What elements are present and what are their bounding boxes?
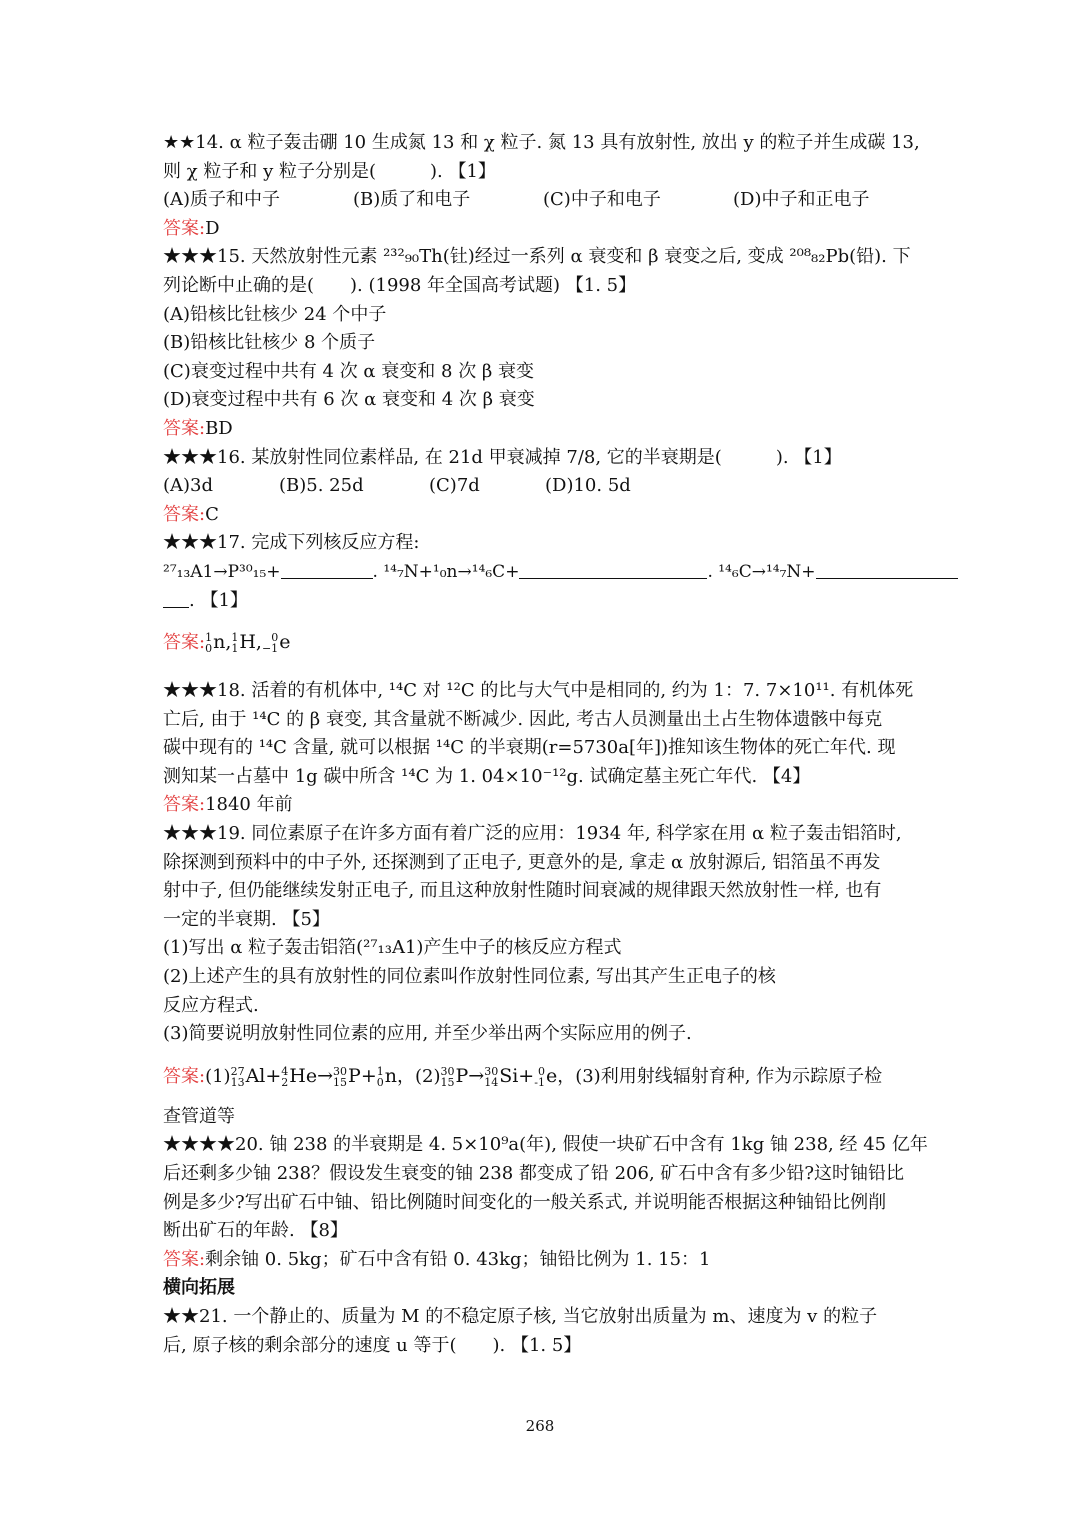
q19-line-3: 射中子, 但仍能继续发射正电子, 而且这种放射性随时间衰减的规律跟天然放射性一样, 也有 — [163, 880, 882, 902]
q14-option-b: (B)质了和电子 — [353, 189, 471, 211]
q15-option-d: (D)衰变过程中共有 6 次 α 衰变和 4 次 β 衰变 — [163, 389, 535, 411]
q19-answer-part-3: ，(3)利用射线辐射育种, 作为示踪原子检 — [557, 1065, 883, 1087]
q18-line-3: 碳中现有的 ¹⁴C 含量, 就可以根据 ¹⁴C 的半衰期(r=5730a[年])推知该生物体的死亡年代. 现 — [163, 737, 896, 759]
q17-blank-2 — [519, 560, 707, 579]
q16-answer — [163, 501, 923, 530]
q21-line-1: ★★21. 一个静止的、质量为 M 的不稳定原子核, 当它放射出质量为 m、速度为 v 的粒子 — [163, 1305, 878, 1327]
q20-answer-value: 剩余铀 0. 5kg；矿石中含有铅 0. 43kg；铀铅比例为 1. 15：1 — [205, 1248, 711, 1270]
q17-answer-nuclides: 1 0 n, 1 1 H, 0 −1 e — [205, 631, 291, 656]
q15-option-a: (A)铅核比钍核少 24 个中子 — [163, 303, 387, 325]
q19-equation-1: 27 13 Al+ 4 2 He→ 30 15 P+ 1 0 n — [230, 1064, 397, 1089]
q17-equations — [163, 558, 923, 587]
answer-label: 答案: — [163, 217, 206, 239]
q15-option-b: (B)铅核比钍核少 8 个质子 — [163, 332, 376, 354]
q17-blank-3 — [816, 560, 958, 579]
answer-label: 答案: — [163, 503, 206, 525]
q19-line-8: (3)简要说明放射性同位素的应用, 并至少举出两个实际应用的例子. — [163, 1023, 692, 1045]
q17-tail: . 【1】 — [189, 589, 248, 611]
q14-option-c: (C)中子和电子 — [543, 189, 661, 211]
q14-answer — [163, 215, 923, 244]
q15-answer — [163, 415, 923, 444]
q16-option-d: (D)10. 5d — [545, 475, 631, 497]
q19-line-2: 除探测到预料中的中子外, 还探测到了正电子, 更意外的是, 拿走 α 放射源后, 铝箔虽不再发 — [163, 851, 881, 873]
q14-option-d: (D)中子和正电子 — [733, 189, 870, 211]
answer-label: 答案: — [163, 1248, 206, 1270]
q14-options — [163, 186, 923, 215]
answer-label: 答案: — [163, 417, 206, 439]
q18-answer-value: 1840 年前 — [205, 794, 293, 816]
q19-answer-line-2: 查管道等 — [163, 1105, 235, 1127]
q15-option-c: (C)衰变过程中共有 4 次 α 衰变和 8 次 β 衰变 — [163, 360, 535, 382]
q20-line-2: 后还剩多少铀 238？假设发生衰变的铀 238 都变成了铅 206, 矿石中含有多少铅?这时铀铅比 — [163, 1163, 905, 1184]
q16-answer-value: C — [205, 503, 219, 525]
q20-answer — [163, 1246, 923, 1275]
section-title: 横向拓展 — [163, 1277, 235, 1299]
q17-eq-a: ²⁷₁₃A1→P³⁰₁₅+ — [163, 561, 281, 582]
answer-label: 答案: — [163, 1065, 206, 1087]
q19-equation-2: 30 15 P→ 30 14 Si+ 0 -1 e — [440, 1064, 558, 1089]
q19-answer-part-1: (1) — [205, 1065, 231, 1087]
q17-eq-c: . ¹⁴₆C→¹⁴₇N+ — [707, 561, 816, 582]
q18-answer — [163, 791, 923, 820]
q17-blank-1 — [281, 560, 373, 579]
q16-option-a: (A)3d — [163, 475, 214, 497]
q16-option-c: (C)7d — [429, 475, 480, 497]
q15-line-1: ★★★15. 天然放射性元素 ²³²₉₀Th(钍)经过一系列 α 衰变和 β 衰变之后, 变成 ²⁰⁸₈₂Pb(铅). 下 — [163, 246, 911, 268]
page-number: 268 — [525, 1417, 555, 1435]
q19-line-1: ★★★19. 同位素原子在许多方面有着广泛的应用：1934 年, 科学家在用 α 粒子轰击铝箔时, — [163, 823, 902, 845]
answer-label: 答案: — [163, 794, 206, 816]
q20-line-3: 例是多少?写出矿石中铀、铅比例随时间变化的一般关系式, 并说明能否根据这种铀铅比例削 — [163, 1191, 887, 1213]
page-content — [163, 129, 928, 1360]
q18-line-4: 测知某一占墓中 1g 碳中所含 ¹⁴C 为 1. 04×10⁻¹²g. 试确定墓主死亡年代. 【4】 — [163, 765, 811, 787]
q19-line-5: (1)写出 α 粒子轰击铝箔(²⁷₁₃A1)产生中子的核反应方程式 — [163, 937, 622, 959]
q20-line-1: ★★★★20. 铀 238 的半衰期是 4. 5×10⁹a(年), 假使一块矿石中含有 1kg 铀 238, 经 45 亿年 — [163, 1134, 928, 1156]
q21-line-2: 后, 原子核的剩余部分的速度 u 等于( ). 【1. 5】 — [163, 1334, 582, 1356]
q14-line-1: ★★14. α 粒子轰击硼 10 生成氮 13 和 χ 粒子. 氮 13 具有放射性, 放出 y 的粒子并生成碳 13, — [163, 132, 920, 153]
q17-answer — [163, 625, 923, 659]
q18-line-2: 亡后, 由于 ¹⁴C 的 β 衰变, 其含量就不断减少. 因此, 考古人员测量出土占生物体遗骸中每克 — [163, 708, 883, 730]
q19-line-7: 反应方程式. — [163, 994, 259, 1016]
q20-line-4: 断出矿石的年龄. 【8】 — [163, 1220, 348, 1242]
q14-option-a: (A)质子和中子 — [163, 189, 281, 211]
q17-eq-b: . ¹⁴₇N+¹₀n→¹⁴₆C+ — [372, 561, 520, 582]
q17-line-3 — [163, 587, 923, 616]
q18-line-1: ★★★18. 活着的有机体中, ¹⁴C 对 ¹²C 的比与大气中是相同的, 约为 1：7. 7×10¹¹. 有机体死 — [163, 680, 914, 702]
q19-answer-part-2: ，(2) — [397, 1065, 441, 1087]
q19-line-6: (2)上述产生的具有放射性的同位素叫作放射性同位素, 写出其产生正电子的核 — [163, 966, 776, 988]
q14-answer-value: D — [205, 217, 220, 239]
q17-blank-4 — [163, 589, 189, 608]
q16-option-b: (B)5. 25d — [279, 475, 364, 497]
q16-options — [163, 472, 923, 501]
q19-line-4: 一定的半衰期. 【5】 — [163, 908, 330, 930]
q14-line-2: 则 χ 粒子和 y 粒子分别是( ). 【1】 — [163, 160, 496, 182]
q19-answer — [163, 1059, 923, 1093]
q16-line-1: ★★★16. 某放射性同位素样品, 在 21d 甲衰减掉 7/8, 它的半衰期是( ). 【1】 — [163, 446, 842, 468]
q17-line-1: ★★★17. 完成下列核反应方程: — [163, 532, 420, 554]
q15-line-2: 列论断中止确的是( ). (1998 年全国高考试题) 【1. 5】 — [163, 274, 637, 296]
answer-label: 答案: — [163, 632, 206, 654]
q15-answer-value: BD — [205, 417, 233, 439]
